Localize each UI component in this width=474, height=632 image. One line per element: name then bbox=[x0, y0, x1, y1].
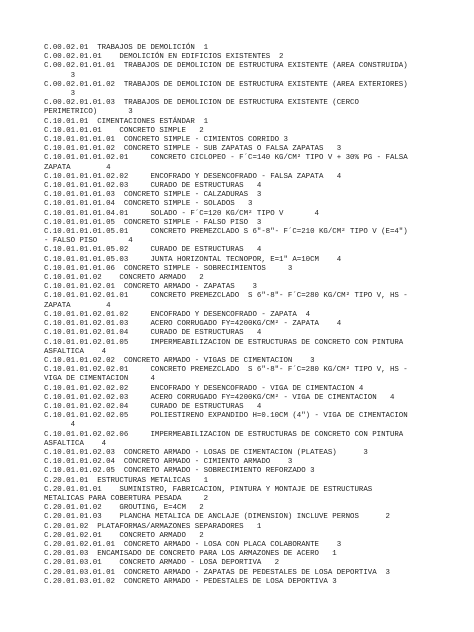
document-line: C.10.01.01.01.05.03 JUNTA HORIZONTAL TECNOPOR, E=1" A=10CM 4 bbox=[44, 255, 342, 264]
document-line: C.20.01.01 ESTRUCTURAS METALICAS 1 bbox=[44, 476, 209, 485]
document-line: C.20.01.01.01 SUMINISTRO, FABRICACION, PINTURA Y MONTAJE DE ESTRUCTURAS bbox=[44, 485, 373, 494]
document-line: C.00.02.01.01 DEMOLICIÓN EN EDIFICIOS EXISTENTES 2 bbox=[44, 53, 284, 62]
document-line: C.10.01.01.02.01.02 ENCOFRADO Y DESENCOFRADO - ZAPATA 4 bbox=[44, 310, 311, 319]
document-line: C.10.01.01.02.02.03 ACERO CORRUGADO FY=4200KG/CM² - VIGA DE CIMENTACION 4 bbox=[44, 393, 395, 402]
document-line: C.00.02.01.01.02 TRABAJOS DE DEMOLICION DE ESTRUCTURA EXISTENTE (AREA EXTERIORES) bbox=[44, 80, 408, 89]
document-line: C.20.01.02 PLATAFORMAS/ARMAZONES SEPARADORES 1 bbox=[44, 522, 262, 531]
document-line: C.10.01.01.02.02.05 POLIESTIRENO EXPANDIDO H=0.10CM (4") - VIGA DE CIMENTACION bbox=[44, 412, 408, 421]
document-line: C.10.01.01.02.01 CONCRETO ARMADO - ZAPATAS 3 bbox=[44, 283, 257, 292]
document-line: C.20.01.02.01 CONCRETO ARMADO 2 bbox=[44, 531, 204, 540]
document-line: C.10.01.01 CIMENTACIONES ESTÁNDAR 1 bbox=[44, 117, 209, 126]
document-line: ZAPATA 4 bbox=[44, 163, 111, 172]
document-line: ZAPATA 4 bbox=[44, 301, 111, 310]
document-line: METALICAS PARA COBERTURA PESADA 2 bbox=[44, 494, 209, 503]
document-line: C.20.01.01.03 PLANCHA METALICA DE ANCLAJE (DIMENSION) INCLUVE PERNOS 2 bbox=[44, 513, 390, 522]
document-line: C.10.01.01.02.02.01 CONCRETO PREMEZCLADO S 6"-8"- F´C=280 KG/CM² TIPO V, HS - bbox=[44, 366, 408, 375]
document-line: C.20.01.03.01.01 CONCRETO ARMADO - ZAPATAS DE PEDESTALES DE LOSA DEPORTIVA 3 bbox=[44, 568, 390, 577]
document-line: C.10.01.01.02.01.03 ACERO CORRUGADO FY=4200KG/CM² - ZAPATA 4 bbox=[44, 320, 342, 329]
document-line: C.00.02.01.01.03 TRABAJOS DE DEMOLICION DE ESTRUCTURA EXISTENTE (CERCO bbox=[44, 99, 359, 108]
document-line: C.10.01.01.02.02.02 ENCOFRADO Y DESENCOFRADO - VIGA DE CIMENTACION 4 bbox=[44, 384, 364, 393]
document-line: C.20.01.01.02 GROUTING, E=4CM 2 bbox=[44, 504, 204, 513]
document-line: C.10.01.01.01.06 CONCRETO SIMPLE - SOBRECIMIENTOS 3 bbox=[44, 264, 293, 273]
document-line: C.10.01.01.01.02.03 CURADO DE ESTRUCTURAS 4 bbox=[44, 182, 262, 191]
document-line: C.10.01.01.01.03 CONCRETO SIMPLE - CALZADURAS 3 bbox=[44, 191, 262, 200]
document-line: C.10.01.01.02.01.05 IMPERMEABILIZACION DE ESTRUCTURAS DE CONCRETO CON PINTURA bbox=[44, 338, 404, 347]
document-line: C.10.01.01.01.05.02 CURADO DE ESTRUCTURAS 4 bbox=[44, 246, 262, 255]
document-line: C.10.01.01.01.01 CONCRETO SIMPLE - CIMIENTOS CORRIDO 3 bbox=[44, 136, 288, 145]
document-line: C.20.01.03.01 CONCRETO ARMADO - LOSA DEPORTIVA 2 bbox=[44, 559, 280, 568]
document-line: C.10.01.01.01.02.02 ENCOFRADO Y DESENCOFRADO - FALSA ZAPATA 4 bbox=[44, 172, 342, 181]
document-line: C.10.01.01.02.04 CONCRETO ARMADO - CIMIENTO ARMADO 3 bbox=[44, 458, 293, 467]
document-line: - FALSO PISO 4 bbox=[44, 237, 133, 246]
document-line: C.10.01.01.01.02.01 CONCRETO CICLOPEO - F´C=140 KG/CM² TIPO V + 30% PG - FALSA bbox=[44, 154, 408, 163]
document-line: C.10.01.01.02.02 CONCRETO ARMADO - VIGAS DE CIMENTACION 3 bbox=[44, 356, 315, 365]
document-line: C.10.01.01.02.05 CONCRETO ARMADO - SOBRECIMIENTO REFORZADO 3 bbox=[44, 467, 315, 476]
document-line: 3 bbox=[44, 71, 76, 80]
document-line: C.10.01.01.02.02.06 IMPERMEABILIZACION DE ESTRUCTURAS DE CONCRETO CON PINTURA bbox=[44, 430, 404, 439]
document-line: C.10.01.01.02.02.04 CURADO DE ESTRUCTURAS 4 bbox=[44, 402, 262, 411]
document-line: C.10.01.01.01.04.01 SOLADO - F´C=120 KG/CM² TIPO V 4 bbox=[44, 209, 319, 218]
document-line: C.10.01.01.02.03 CONCRETO ARMADO - LOSAS DE CIMENTACION (PLATEAS) 3 bbox=[44, 448, 368, 457]
document-line: C.20.01.02.01.01 CONCRETO ARMADO - LOSA CON PLACA COLABORANTE 3 bbox=[44, 540, 342, 549]
document-line: C.10.01.01.01.05 CONCRETO SIMPLE - FALSO PISO 3 bbox=[44, 218, 262, 227]
document-line: C.00.02.01 TRABAJOS DE DEMOLICIÓN 1 bbox=[44, 44, 209, 52]
document-line: 4 bbox=[44, 421, 76, 430]
document-line: C.10.01.01.01.05.01 CONCRETO PREMEZCLADO S 6"-8"- F´C=210 KG/CM² TIPO V (E=4") bbox=[44, 228, 408, 237]
document-line: 3 bbox=[44, 90, 76, 99]
document-line: C.00.02.01.01.01 TRABAJOS DE DEMOLICION DE ESTRUCTURA EXISTENTE (AREA CONSTRUIDA) bbox=[44, 62, 408, 71]
document-line: VIGA DE CIMENTACION 4 bbox=[44, 375, 155, 384]
document-line: C.20.01.03 ENCAMISADO DE CONCRETO PARA LOS ARMAZONES DE ACERO 1 bbox=[44, 550, 337, 559]
document-line: C.10.01.01.01 CONCRETO SIMPLE 2 bbox=[44, 126, 204, 135]
document-page bbox=[44, 44, 456, 587]
document-line: PERIMETRICO) 3 bbox=[44, 108, 133, 117]
document-line: C.10.01.01.01.04 CONCRETO SIMPLE - SOLADOS 3 bbox=[44, 200, 253, 209]
document-line: C.10.01.01.02.01.01 CONCRETO PREMEZCLADO S 6"-8"- F´C=280 KG/CM² TIPO V, HS - bbox=[44, 292, 408, 301]
document-line: C.20.01.03.01.02 CONCRETO ARMADO - PEDESTALES DE LOSA DEPORTIVA 3 bbox=[44, 577, 337, 586]
document-line: C.10.01.01.02 CONCRETO ARMADO 2 bbox=[44, 274, 204, 283]
document-line: C.10.01.01.02.01.04 CURADO DE ESTRUCTURAS 4 bbox=[44, 329, 262, 338]
document-line: ASFALTICA 4 bbox=[44, 439, 107, 448]
document-line: C.10.01.01.01.02 CONCRETO SIMPLE - SUB ZAPATAS O FALSA ZAPATAS 3 bbox=[44, 145, 342, 154]
document-line: ASFALTICA 4 bbox=[44, 347, 107, 356]
